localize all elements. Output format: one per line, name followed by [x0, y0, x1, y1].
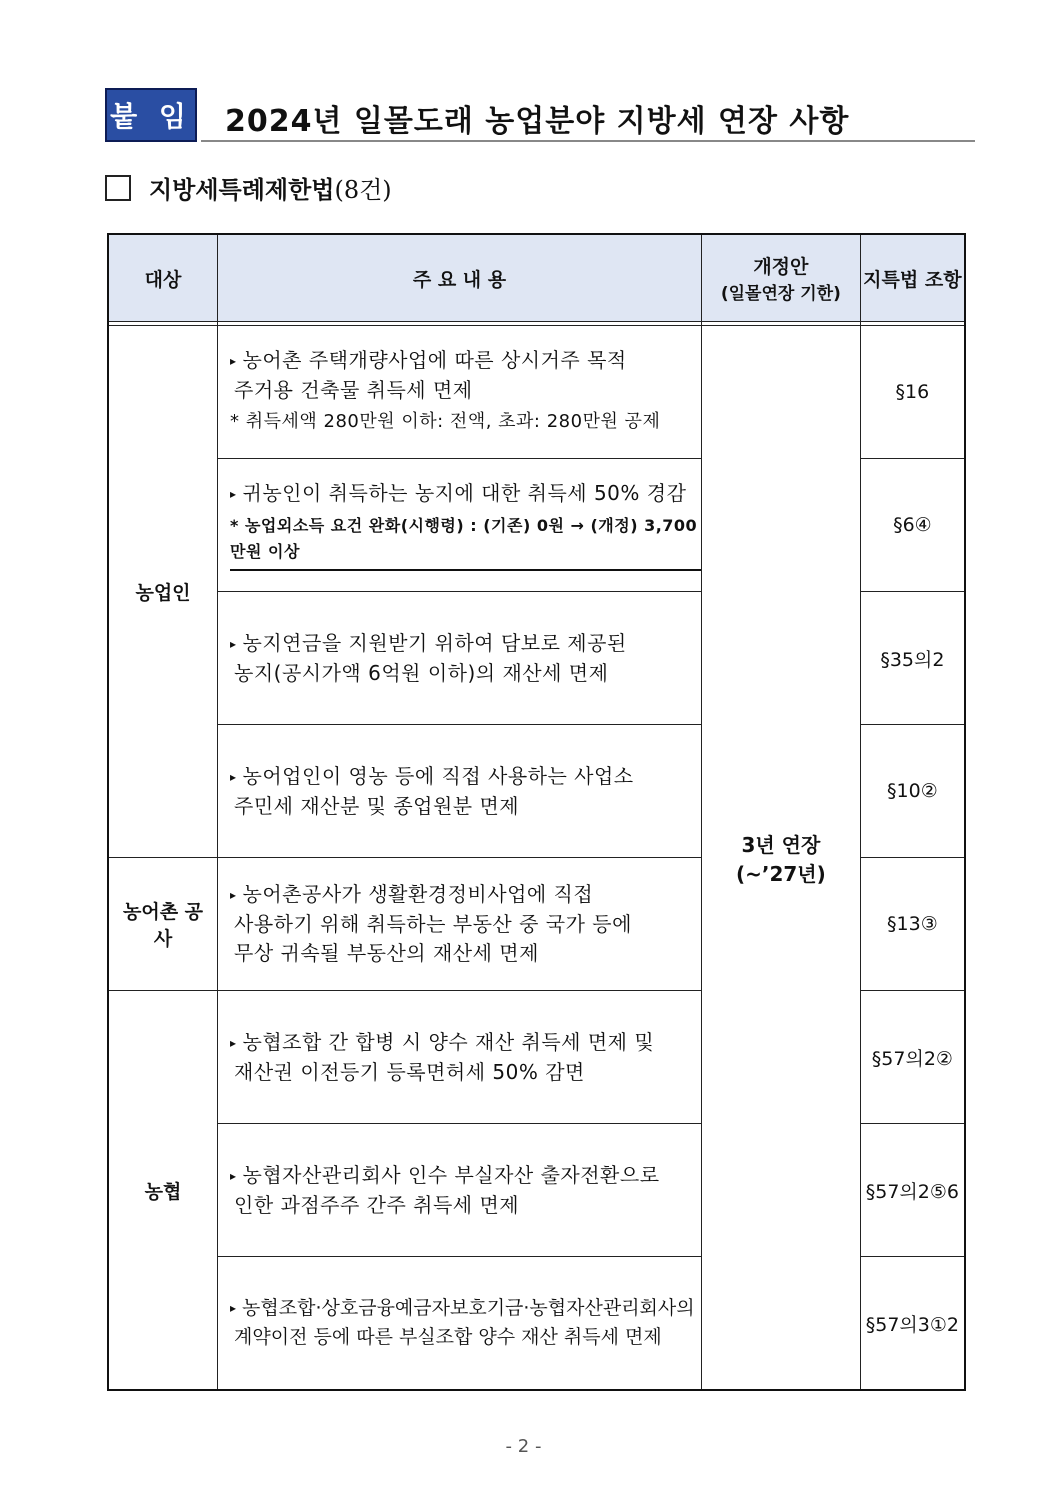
row-article: §57의3①2: [860, 1257, 965, 1391]
header-amendment: [701, 234, 860, 322]
row-note: * 농업외소득 요건 완화(시행령) : (기존) 0원 → (개정) 3,700만원 이상: [230, 513, 701, 571]
group-rural-corp: 농어촌 공사: [108, 858, 218, 991]
row-content: ▸ 농협자산관리회사 인수 부실자산 출자전환으로 인한 과점주주 간주 취득세 면제: [218, 1124, 702, 1257]
header-target: 대상: [108, 234, 218, 322]
row-article: §57의2②: [860, 991, 965, 1124]
attachment-badge: 붙 임: [105, 88, 197, 142]
page-number: - 2 -: [505, 1436, 542, 1457]
bullet-icon: ▸: [230, 636, 237, 651]
header-article: 지특법 조항: [860, 234, 965, 322]
row-content: ▸ 농협조합 간 합병 시 양수 재산 취득세 면제 및 재산권 이전등기 등록면허세 50% 감면: [218, 991, 702, 1124]
group-farmer: 농업인: [108, 326, 218, 858]
row-article: §16: [860, 326, 965, 459]
row-content: ▸ 농어촌 주택개량사업에 따른 상시거주 목적 주거용 건축물 취득세 면제 * 취득세액 280만원 이하: 전액, 초과: 280만원 공제: [218, 326, 702, 459]
title-underline: [201, 140, 975, 142]
row-content: ▸ 귀농인이 취득하는 농지에 대한 취득세 50% 경감 * 농업외소득 요건 완화(시행령) : (기존) 0원 → (개정) 3,700만원 이상: [218, 459, 702, 592]
group-nh: 농협: [108, 991, 218, 1391]
row-content: ▸ 농어촌공사가 생활환경정비사업에 직접 사용하기 위해 취득하는 부동산 중 국가 등에 무상 귀속될 부동산의 재산세 면제: [218, 858, 702, 991]
section-heading: [105, 170, 392, 205]
header-amendment-line1: 개정안: [753, 256, 809, 278]
row-article: §6④: [860, 459, 965, 592]
title-row: [105, 88, 975, 144]
amendment-cell: 3년 연장 (~’27년): [701, 326, 860, 1391]
row-content: ▸ 농협조합·상호금융예금자보호기금·농협자산관리회사의 계약이전 등에 따른 부실조합 양수 재산 취득세 면제: [218, 1257, 702, 1391]
section-title: 지방세특례제한법: [149, 175, 335, 204]
section-count: (8건): [334, 176, 392, 204]
row-article: §13③: [860, 858, 965, 991]
row-article: §10②: [860, 725, 965, 858]
row-article: §35의2: [860, 592, 965, 725]
header-content: 주 요 내 용: [218, 234, 702, 322]
header-amendment-line2: (일몰연장 기한): [720, 284, 841, 304]
bullet-icon: ▸: [230, 769, 237, 784]
row-content: ▸ 농어업인이 영농 등에 직접 사용하는 사업소 주민세 재산분 및 종업원분 면제: [218, 725, 702, 858]
bullet-icon: ▸: [230, 1301, 237, 1315]
bullet-icon: ▸: [230, 1035, 237, 1050]
bullet-icon: ▸: [230, 888, 237, 902]
extension-table: [107, 233, 966, 1391]
bullet-icon: ▸: [230, 487, 237, 501]
bullet-icon: ▸: [230, 1168, 237, 1183]
row-article: §57의2⑤6: [860, 1124, 965, 1257]
row-content: ▸ 농지연금을 지원받기 위하여 담보로 제공된 농지(공시가액 6억원 이하)의 재산세 면제: [218, 592, 702, 725]
row-note: * 취득세액 280만원 이하: 전액, 초과: 280만원 공제: [230, 410, 661, 432]
table-header-row: [108, 234, 965, 322]
page-title: 2024년 일몰도래 농업분야 지방세 연장 사항: [225, 104, 850, 139]
bullet-icon: ▸: [230, 353, 237, 368]
checkbox-icon: [105, 175, 131, 201]
table-row: [108, 326, 965, 459]
